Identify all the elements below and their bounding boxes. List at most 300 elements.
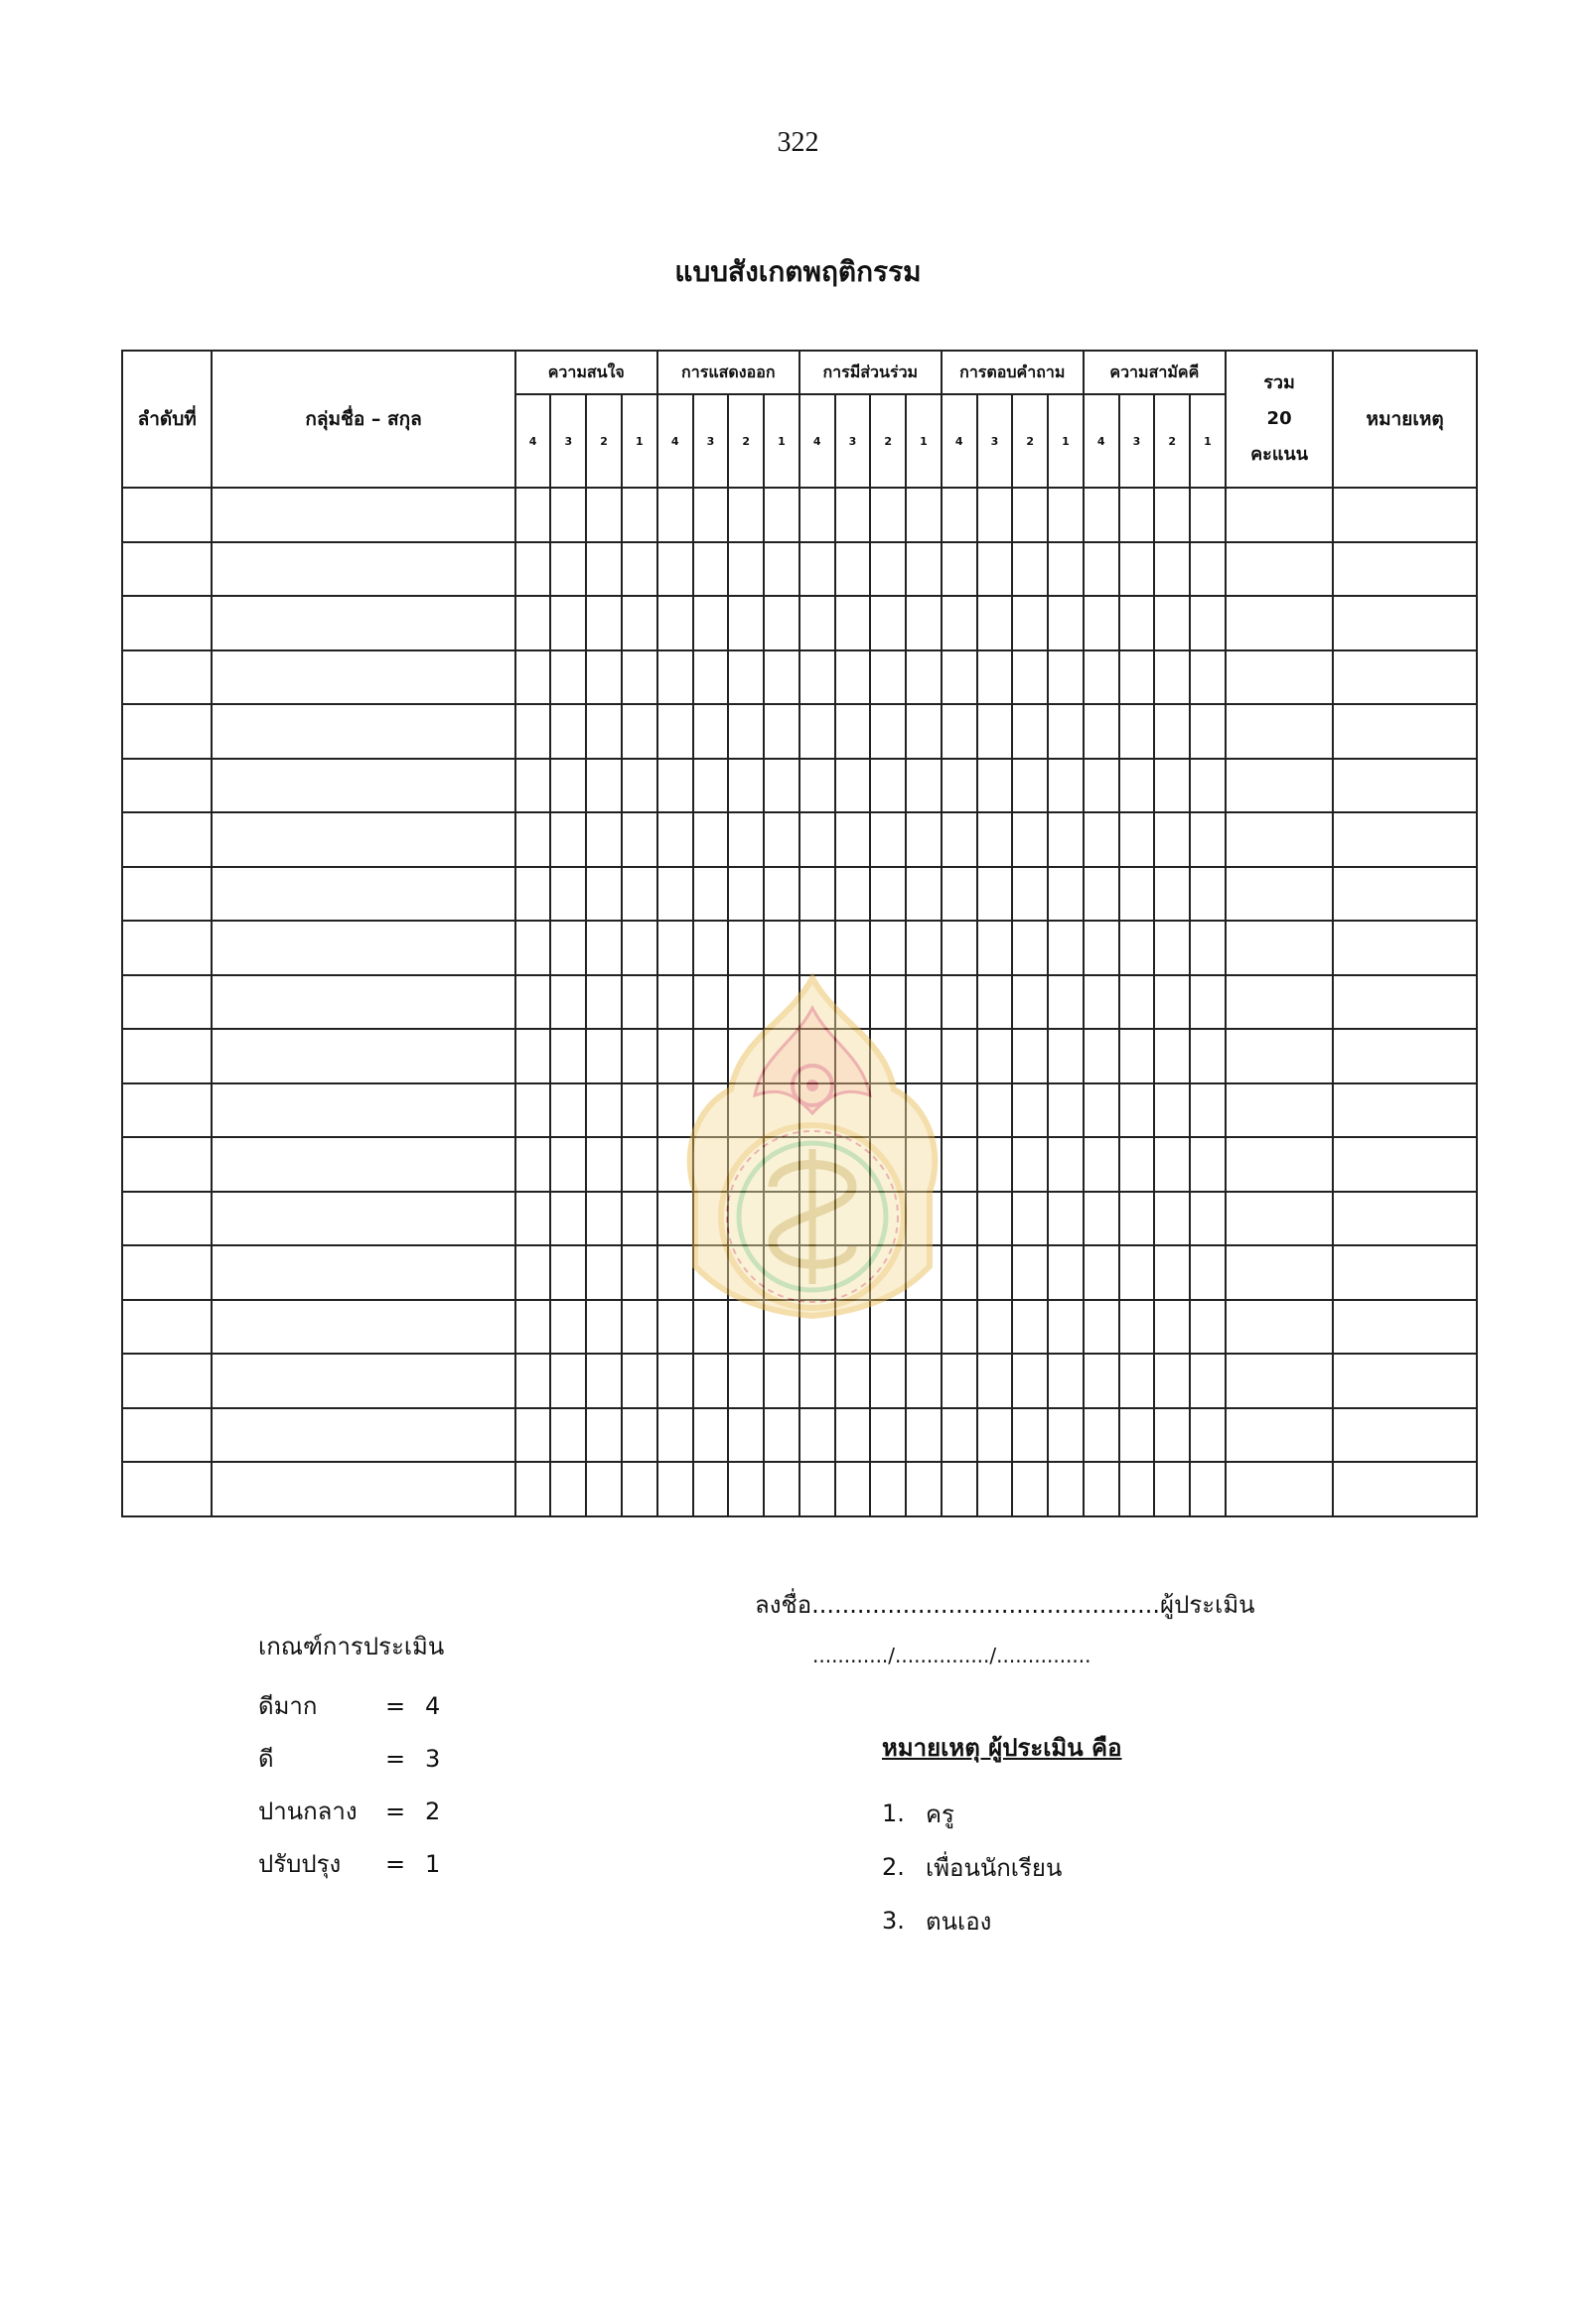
table-cell[interactable]: [1048, 975, 1084, 1030]
table-cell[interactable]: [835, 867, 871, 922]
table-cell[interactable]: [1226, 1462, 1333, 1516]
table-cell[interactable]: [1048, 488, 1084, 542]
table-cell[interactable]: [657, 867, 693, 922]
table-cell[interactable]: [1084, 1192, 1119, 1246]
table-cell[interactable]: [1119, 812, 1155, 867]
table-cell[interactable]: [870, 1408, 906, 1463]
table-cell[interactable]: [622, 975, 657, 1030]
table-cell[interactable]: [1084, 1083, 1119, 1138]
table-cell[interactable]: [977, 759, 1013, 813]
table-cell[interactable]: [1012, 704, 1048, 759]
table-cell[interactable]: [1154, 975, 1190, 1030]
table-cell[interactable]: [942, 704, 977, 759]
table-cell[interactable]: [122, 1300, 212, 1355]
table-cell[interactable]: [1119, 1029, 1155, 1083]
table-cell[interactable]: [657, 542, 693, 597]
table-cell[interactable]: [1333, 1083, 1477, 1138]
table-cell[interactable]: [122, 759, 212, 813]
table-cell[interactable]: [1012, 1245, 1048, 1300]
table-cell[interactable]: [799, 1462, 835, 1516]
table-cell[interactable]: [212, 1462, 514, 1516]
table-cell[interactable]: [1154, 596, 1190, 650]
table-cell[interactable]: [1119, 488, 1155, 542]
table-cell[interactable]: [1048, 1245, 1084, 1300]
table-cell[interactable]: [693, 759, 729, 813]
table-cell[interactable]: [870, 650, 906, 705]
table-cell[interactable]: [122, 1083, 212, 1138]
table-cell[interactable]: [906, 867, 942, 922]
table-cell[interactable]: [1012, 1300, 1048, 1355]
table-cell[interactable]: [550, 1245, 586, 1300]
table-cell[interactable]: [1119, 1245, 1155, 1300]
table-cell[interactable]: [1084, 1029, 1119, 1083]
table-cell[interactable]: [977, 1354, 1013, 1408]
table-cell[interactable]: [515, 1083, 551, 1138]
table-cell[interactable]: [1154, 1300, 1190, 1355]
table-cell[interactable]: [622, 488, 657, 542]
table-cell[interactable]: [799, 542, 835, 597]
table-cell[interactable]: [515, 1192, 551, 1246]
table-cell[interactable]: [212, 542, 514, 597]
table-cell[interactable]: [586, 704, 622, 759]
table-cell[interactable]: [657, 1462, 693, 1516]
table-cell[interactable]: [1190, 759, 1226, 813]
table-cell[interactable]: [1048, 1300, 1084, 1355]
table-cell[interactable]: [1333, 1029, 1477, 1083]
table-cell[interactable]: [1333, 921, 1477, 975]
table-cell[interactable]: [212, 704, 514, 759]
table-cell[interactable]: [1226, 1137, 1333, 1192]
table-cell[interactable]: [1226, 975, 1333, 1030]
table-cell[interactable]: [515, 921, 551, 975]
table-cell[interactable]: [835, 542, 871, 597]
table-cell[interactable]: [122, 1408, 212, 1463]
table-cell[interactable]: [1012, 650, 1048, 705]
table-cell[interactable]: [906, 1408, 942, 1463]
table-cell[interactable]: [122, 1029, 212, 1083]
table-cell[interactable]: [835, 1354, 871, 1408]
table-cell[interactable]: [515, 1029, 551, 1083]
table-cell[interactable]: [799, 1408, 835, 1463]
table-cell[interactable]: [586, 759, 622, 813]
table-cell[interactable]: [1226, 1083, 1333, 1138]
table-cell[interactable]: [586, 1245, 622, 1300]
table-cell[interactable]: [515, 1408, 551, 1463]
table-cell[interactable]: [977, 921, 1013, 975]
table-cell[interactable]: [1084, 759, 1119, 813]
table-cell[interactable]: [1048, 1192, 1084, 1246]
table-cell[interactable]: [1084, 1354, 1119, 1408]
table-cell[interactable]: [942, 1354, 977, 1408]
table-cell[interactable]: [799, 867, 835, 922]
table-cell[interactable]: [550, 1300, 586, 1355]
table-cell[interactable]: [1119, 1408, 1155, 1463]
table-cell[interactable]: [906, 1354, 942, 1408]
table-cell[interactable]: [657, 704, 693, 759]
table-cell[interactable]: [122, 867, 212, 922]
table-cell[interactable]: [212, 1192, 514, 1246]
table-cell[interactable]: [977, 867, 1013, 922]
table-cell[interactable]: [1048, 1029, 1084, 1083]
table-cell[interactable]: [1048, 1408, 1084, 1463]
table-cell[interactable]: [1012, 812, 1048, 867]
table-cell[interactable]: [1190, 596, 1226, 650]
table-cell[interactable]: [1012, 867, 1048, 922]
table-cell[interactable]: [122, 1462, 212, 1516]
table-cell[interactable]: [977, 596, 1013, 650]
table-cell[interactable]: [550, 1083, 586, 1138]
table-cell[interactable]: [122, 1354, 212, 1408]
table-cell[interactable]: [586, 867, 622, 922]
table-cell[interactable]: [212, 867, 514, 922]
table-cell[interactable]: [1119, 1137, 1155, 1192]
table-cell[interactable]: [906, 488, 942, 542]
table-cell[interactable]: [1190, 488, 1226, 542]
table-cell[interactable]: [1084, 1137, 1119, 1192]
table-cell[interactable]: [1119, 867, 1155, 922]
table-cell[interactable]: [1048, 921, 1084, 975]
table-cell[interactable]: [1154, 488, 1190, 542]
table-cell[interactable]: [212, 1300, 514, 1355]
table-cell[interactable]: [764, 1354, 799, 1408]
table-cell[interactable]: [515, 542, 551, 597]
table-cell[interactable]: [764, 759, 799, 813]
table-cell[interactable]: [586, 812, 622, 867]
table-cell[interactable]: [1012, 1192, 1048, 1246]
table-cell[interactable]: [728, 812, 764, 867]
table-cell[interactable]: [728, 542, 764, 597]
table-cell[interactable]: [1012, 975, 1048, 1030]
table-cell[interactable]: [693, 812, 729, 867]
table-cell[interactable]: [657, 812, 693, 867]
table-cell[interactable]: [550, 1029, 586, 1083]
table-cell[interactable]: [1190, 1354, 1226, 1408]
table-cell[interactable]: [835, 704, 871, 759]
table-cell[interactable]: [799, 812, 835, 867]
table-cell[interactable]: [1333, 650, 1477, 705]
table-cell[interactable]: [212, 1083, 514, 1138]
table-cell[interactable]: [1048, 759, 1084, 813]
table-cell[interactable]: [764, 704, 799, 759]
table-cell[interactable]: [764, 921, 799, 975]
table-cell[interactable]: [835, 650, 871, 705]
table-cell[interactable]: [622, 921, 657, 975]
table-cell[interactable]: [1119, 650, 1155, 705]
table-cell[interactable]: [728, 1462, 764, 1516]
table-cell[interactable]: [1012, 542, 1048, 597]
table-cell[interactable]: [1084, 488, 1119, 542]
table-cell[interactable]: [622, 704, 657, 759]
table-cell[interactable]: [942, 1462, 977, 1516]
table-cell[interactable]: [728, 704, 764, 759]
table-cell[interactable]: [728, 1408, 764, 1463]
table-cell[interactable]: [764, 812, 799, 867]
table-cell[interactable]: [1333, 759, 1477, 813]
table-cell[interactable]: [1119, 596, 1155, 650]
table-cell[interactable]: [622, 1137, 657, 1192]
table-cell[interactable]: [1154, 1083, 1190, 1138]
table-cell[interactable]: [977, 812, 1013, 867]
table-cell[interactable]: [1333, 1354, 1477, 1408]
table-cell[interactable]: [586, 1083, 622, 1138]
table-cell[interactable]: [977, 1245, 1013, 1300]
table-cell[interactable]: [586, 1137, 622, 1192]
table-cell[interactable]: [1012, 1354, 1048, 1408]
table-cell[interactable]: [550, 1192, 586, 1246]
table-cell[interactable]: [622, 1300, 657, 1355]
table-cell[interactable]: [122, 921, 212, 975]
table-cell[interactable]: [212, 1408, 514, 1463]
table-cell[interactable]: [1048, 1137, 1084, 1192]
table-cell[interactable]: [1190, 812, 1226, 867]
table-cell[interactable]: [799, 650, 835, 705]
table-cell[interactable]: [1048, 1083, 1084, 1138]
table-cell[interactable]: [586, 975, 622, 1030]
table-cell[interactable]: [835, 812, 871, 867]
table-cell[interactable]: [515, 1300, 551, 1355]
table-cell[interactable]: [1119, 704, 1155, 759]
table-cell[interactable]: [693, 596, 729, 650]
table-cell[interactable]: [693, 867, 729, 922]
table-cell[interactable]: [1012, 488, 1048, 542]
table-cell[interactable]: [1119, 975, 1155, 1030]
table-cell[interactable]: [1154, 1354, 1190, 1408]
table-cell[interactable]: [728, 867, 764, 922]
table-cell[interactable]: [515, 1245, 551, 1300]
table-cell[interactable]: [1154, 1245, 1190, 1300]
table-cell[interactable]: [942, 542, 977, 597]
table-cell[interactable]: [1226, 921, 1333, 975]
table-cell[interactable]: [906, 596, 942, 650]
table-cell[interactable]: [1190, 1245, 1226, 1300]
table-cell[interactable]: [586, 1354, 622, 1408]
table-cell[interactable]: [586, 596, 622, 650]
table-cell[interactable]: [1333, 704, 1477, 759]
table-cell[interactable]: [906, 1462, 942, 1516]
table-cell[interactable]: [1226, 1300, 1333, 1355]
table-cell[interactable]: [870, 1462, 906, 1516]
table-cell[interactable]: [1048, 650, 1084, 705]
table-cell[interactable]: [212, 975, 514, 1030]
table-cell[interactable]: [1190, 1408, 1226, 1463]
table-cell[interactable]: [1190, 975, 1226, 1030]
table-cell[interactable]: [693, 921, 729, 975]
table-cell[interactable]: [212, 1137, 514, 1192]
table-cell[interactable]: [1119, 921, 1155, 975]
table-cell[interactable]: [550, 812, 586, 867]
table-cell[interactable]: [1084, 921, 1119, 975]
table-cell[interactable]: [1012, 921, 1048, 975]
table-cell[interactable]: [212, 1354, 514, 1408]
table-cell[interactable]: [835, 596, 871, 650]
table-cell[interactable]: [515, 1137, 551, 1192]
table-cell[interactable]: [586, 488, 622, 542]
table-cell[interactable]: [693, 1408, 729, 1463]
table-cell[interactable]: [1190, 1462, 1226, 1516]
table-cell[interactable]: [657, 596, 693, 650]
table-cell[interactable]: [1154, 704, 1190, 759]
table-cell[interactable]: [1154, 1462, 1190, 1516]
table-cell[interactable]: [1048, 596, 1084, 650]
table-cell[interactable]: [1226, 867, 1333, 922]
table-cell[interactable]: [1333, 1300, 1477, 1355]
table-cell[interactable]: [1333, 975, 1477, 1030]
table-cell[interactable]: [1226, 704, 1333, 759]
table-cell[interactable]: [1226, 759, 1333, 813]
table-cell[interactable]: [1190, 704, 1226, 759]
table-cell[interactable]: [515, 867, 551, 922]
table-cell[interactable]: [835, 759, 871, 813]
table-cell[interactable]: [550, 1462, 586, 1516]
table-cell[interactable]: [906, 812, 942, 867]
table-cell[interactable]: [122, 542, 212, 597]
table-cell[interactable]: [1012, 1408, 1048, 1463]
table-cell[interactable]: [586, 542, 622, 597]
table-cell[interactable]: [906, 650, 942, 705]
table-cell[interactable]: [799, 704, 835, 759]
table-cell[interactable]: [622, 542, 657, 597]
table-cell[interactable]: [550, 1408, 586, 1463]
table-cell[interactable]: [799, 596, 835, 650]
table-cell[interactable]: [906, 921, 942, 975]
table-cell[interactable]: [515, 1354, 551, 1408]
table-cell[interactable]: [550, 542, 586, 597]
table-cell[interactable]: [764, 867, 799, 922]
table-cell[interactable]: [622, 650, 657, 705]
table-cell[interactable]: [586, 650, 622, 705]
table-cell[interactable]: [586, 1192, 622, 1246]
table-cell[interactable]: [1226, 1245, 1333, 1300]
table-cell[interactable]: [122, 488, 212, 542]
table-cell[interactable]: [870, 921, 906, 975]
table-cell[interactable]: [550, 596, 586, 650]
table-cell[interactable]: [1190, 542, 1226, 597]
table-cell[interactable]: [728, 1354, 764, 1408]
table-cell[interactable]: [693, 1462, 729, 1516]
table-cell[interactable]: [515, 596, 551, 650]
table-cell[interactable]: [870, 488, 906, 542]
table-cell[interactable]: [1333, 542, 1477, 597]
table-cell[interactable]: [1084, 650, 1119, 705]
table-cell[interactable]: [1333, 1192, 1477, 1246]
table-cell[interactable]: [693, 704, 729, 759]
table-cell[interactable]: [1226, 596, 1333, 650]
table-cell[interactable]: [657, 1408, 693, 1463]
table-cell[interactable]: [657, 1354, 693, 1408]
table-cell[interactable]: [586, 1300, 622, 1355]
table-cell[interactable]: [1333, 1245, 1477, 1300]
table-cell[interactable]: [799, 488, 835, 542]
table-cell[interactable]: [1154, 650, 1190, 705]
table-cell[interactable]: [942, 759, 977, 813]
table-cell[interactable]: [1154, 1029, 1190, 1083]
table-cell[interactable]: [586, 1408, 622, 1463]
table-cell[interactable]: [977, 1137, 1013, 1192]
table-cell[interactable]: [1084, 1462, 1119, 1516]
table-cell[interactable]: [515, 650, 551, 705]
table-cell[interactable]: [764, 650, 799, 705]
table-cell[interactable]: [870, 867, 906, 922]
table-cell[interactable]: [122, 975, 212, 1030]
table-cell[interactable]: [657, 759, 693, 813]
table-cell[interactable]: [1190, 921, 1226, 975]
table-cell[interactable]: [1333, 1137, 1477, 1192]
table-cell[interactable]: [728, 921, 764, 975]
table-cell[interactable]: [1012, 1029, 1048, 1083]
table-cell[interactable]: [1190, 650, 1226, 705]
table-cell[interactable]: [942, 488, 977, 542]
table-cell[interactable]: [622, 1029, 657, 1083]
table-cell[interactable]: [1333, 812, 1477, 867]
table-cell[interactable]: [212, 1245, 514, 1300]
table-cell[interactable]: [1119, 1192, 1155, 1246]
table-cell[interactable]: [1012, 1462, 1048, 1516]
table-cell[interactable]: [1154, 1408, 1190, 1463]
table-cell[interactable]: [870, 812, 906, 867]
table-cell[interactable]: [1190, 1192, 1226, 1246]
table-cell[interactable]: [1084, 542, 1119, 597]
table-cell[interactable]: [657, 488, 693, 542]
table-cell[interactable]: [799, 921, 835, 975]
table-cell[interactable]: [1084, 1408, 1119, 1463]
table-cell[interactable]: [122, 650, 212, 705]
table-cell[interactable]: [942, 867, 977, 922]
table-cell[interactable]: [693, 488, 729, 542]
table-cell[interactable]: [942, 596, 977, 650]
table-cell[interactable]: [1333, 1408, 1477, 1463]
table-cell[interactable]: [1190, 1083, 1226, 1138]
table-cell[interactable]: [212, 812, 514, 867]
table-cell[interactable]: [1084, 975, 1119, 1030]
table-cell[interactable]: [1084, 704, 1119, 759]
table-cell[interactable]: [1119, 1300, 1155, 1355]
table-cell[interactable]: [1048, 812, 1084, 867]
table-cell[interactable]: [1012, 596, 1048, 650]
table-cell[interactable]: [1154, 921, 1190, 975]
table-cell[interactable]: [212, 759, 514, 813]
table-cell[interactable]: [622, 1083, 657, 1138]
table-cell[interactable]: [764, 596, 799, 650]
table-cell[interactable]: [728, 650, 764, 705]
table-cell[interactable]: [977, 650, 1013, 705]
table-cell[interactable]: [835, 1462, 871, 1516]
table-cell[interactable]: [1190, 1300, 1226, 1355]
table-cell[interactable]: [622, 867, 657, 922]
table-cell[interactable]: [1012, 1083, 1048, 1138]
table-cell[interactable]: [515, 759, 551, 813]
table-cell[interactable]: [1048, 1462, 1084, 1516]
table-cell[interactable]: [764, 488, 799, 542]
table-cell[interactable]: [622, 759, 657, 813]
table-cell[interactable]: [622, 812, 657, 867]
table-cell[interactable]: [1012, 1137, 1048, 1192]
table-cell[interactable]: [586, 1029, 622, 1083]
table-cell[interactable]: [1084, 596, 1119, 650]
table-cell[interactable]: [870, 542, 906, 597]
table-cell[interactable]: [1084, 1245, 1119, 1300]
table-cell[interactable]: [515, 704, 551, 759]
table-cell[interactable]: [1084, 1300, 1119, 1355]
table-cell[interactable]: [1119, 1083, 1155, 1138]
table-cell[interactable]: [906, 704, 942, 759]
table-cell[interactable]: [550, 921, 586, 975]
table-cell[interactable]: [515, 488, 551, 542]
table-cell[interactable]: [550, 650, 586, 705]
table-cell[interactable]: [835, 921, 871, 975]
table-cell[interactable]: [977, 1029, 1013, 1083]
table-cell[interactable]: [942, 1408, 977, 1463]
table-cell[interactable]: [799, 1354, 835, 1408]
